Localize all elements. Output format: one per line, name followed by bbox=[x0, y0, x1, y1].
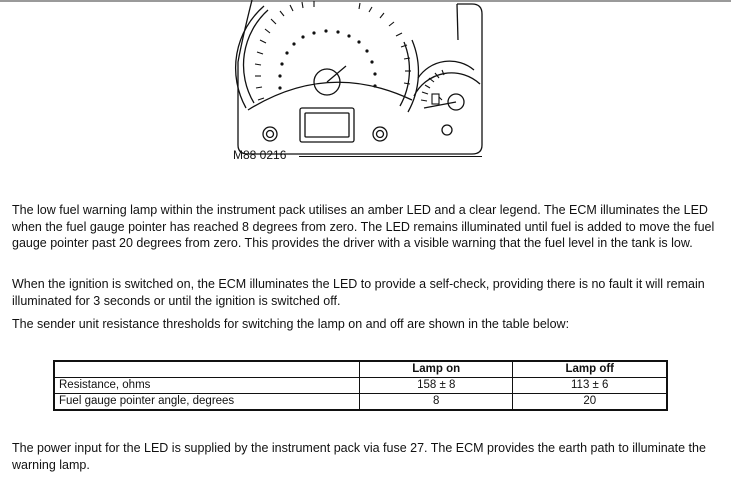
paragraph-self-check: When the ignition is switched on, the ECM illuminates the LED to provide a self-check, providing there is no fault it will remain illuminated for 3 seconds or until the ignition is switched off. bbox=[12, 277, 705, 308]
instrument-cluster-illustration bbox=[228, 0, 488, 162]
table-row bbox=[54, 394, 667, 411]
fuel-pump-icon bbox=[432, 94, 442, 104]
paragraph-table-intro: The sender unit resistance thresholds for switching the lamp on and off are shown in the table below: bbox=[12, 317, 570, 331]
table-header-row bbox=[54, 361, 667, 378]
table-cell: Fuel gauge pointer angle, degrees bbox=[54, 394, 359, 411]
paragraph-power-input: The power input for the LED is supplied by the instrument pack via fuse 27. The ECM provides the earth path to illuminate the warning lamp. bbox=[12, 441, 706, 472]
table-cell: 8 bbox=[359, 394, 513, 411]
table-cell: 113 ± 6 bbox=[513, 378, 667, 394]
figure-label: M88 0216 bbox=[233, 148, 287, 162]
paragraph-low-fuel-lamp: The low fuel warning lamp within the instrument pack utilises an amber LED and a clear legend. The ECM illuminates the LED when the fuel gauge pointer has reached 8 degrees from zero. The LED remains illuminated until fuel is added to move the fuel gauge pointer past 20 degrees from zero. This provides the driver with a visible warning that the fuel level in the tank is low. bbox=[12, 203, 715, 250]
table-cell: 20 bbox=[513, 394, 667, 411]
table-cell: 158 ± 8 bbox=[359, 378, 513, 394]
table-header-cell: Lamp on bbox=[359, 361, 513, 378]
table-header-cell: Lamp off bbox=[513, 361, 667, 378]
figure-label-line bbox=[299, 156, 482, 157]
table-cell: Resistance, ohms bbox=[54, 378, 359, 394]
table-row bbox=[54, 378, 667, 394]
threshold-table bbox=[53, 360, 668, 411]
table-header-cell bbox=[54, 361, 359, 378]
